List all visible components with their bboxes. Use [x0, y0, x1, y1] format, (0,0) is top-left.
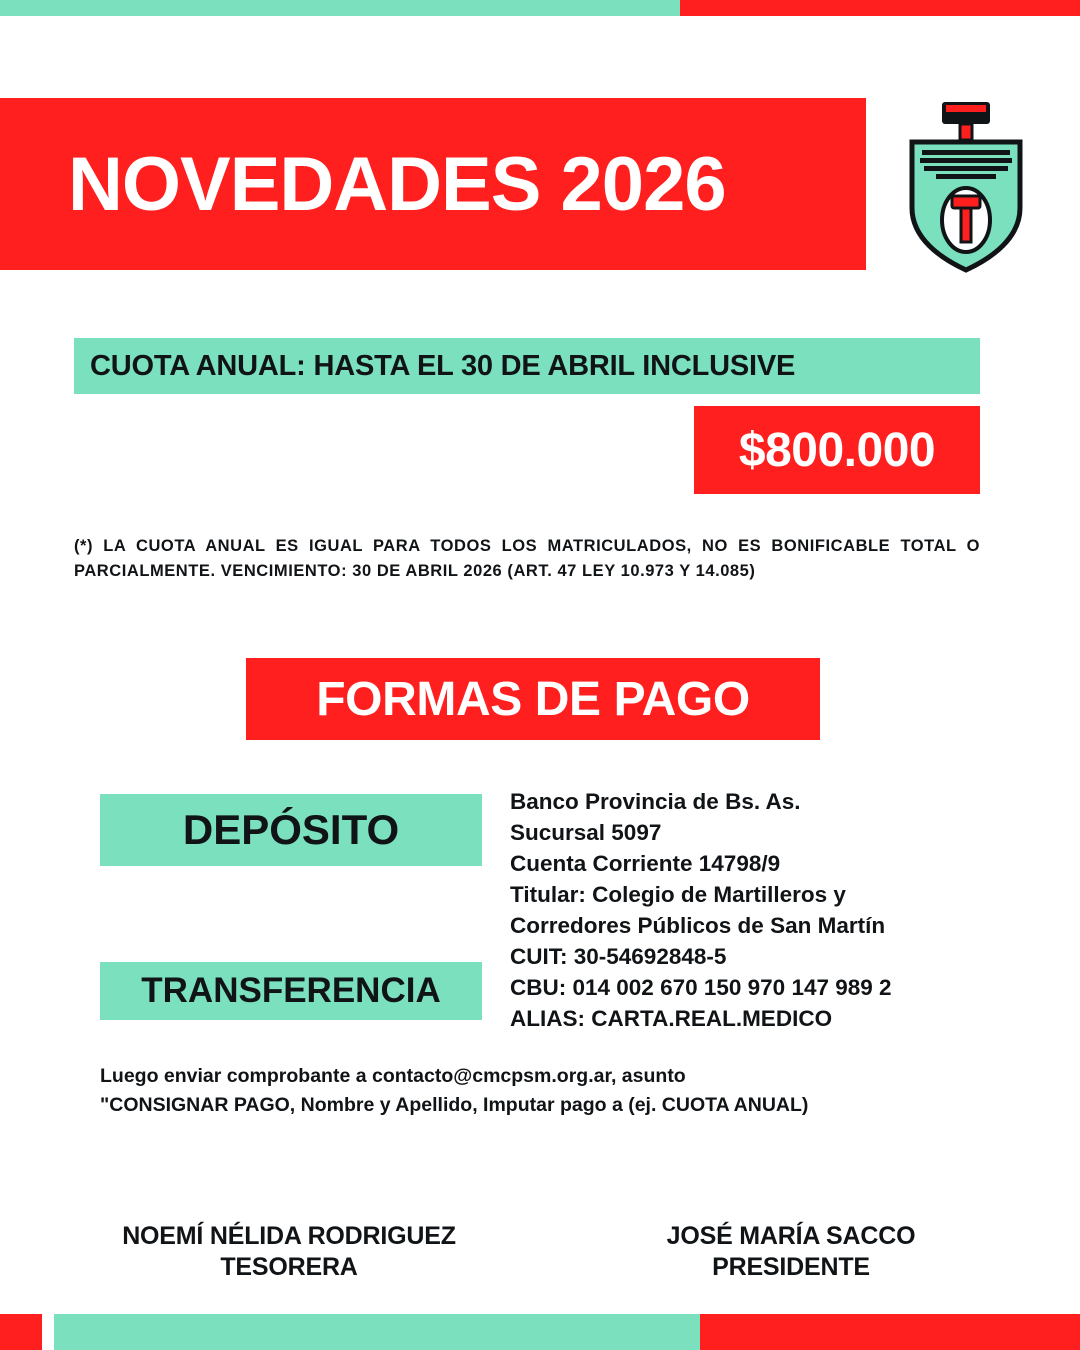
- signature-name: NOEMÍ NÉLIDA RODRIGUEZ: [122, 1222, 456, 1250]
- payment-instructions-line-2: "CONSIGNAR PAGO, Nombre y Apellido, Imputar pago a (ej. CUOTA ANUAL): [100, 1094, 809, 1117]
- metodo-transferencia-badge: [100, 962, 482, 1020]
- signature-presidente: [576, 1222, 1006, 1282]
- metodo-deposito-label: DEPÓSITO: [182, 806, 400, 853]
- header-banner: [0, 98, 866, 270]
- cuota-amount-badge: [694, 406, 980, 494]
- payment-instructions: [100, 1062, 1000, 1121]
- bank-name: Banco Provincia de Bs. As.: [510, 789, 801, 814]
- signature-tesorera: [74, 1222, 504, 1282]
- bank-account-number: Cuenta Corriente 14798/9: [510, 851, 781, 877]
- bank-alias: ALIAS: CARTA.REAL.MEDICO: [510, 1006, 833, 1032]
- payment-instructions-line-1: Luego enviar comprobante a contacto@cmcpsm.org.ar, asunto: [100, 1065, 686, 1087]
- bottom-bar-red-right-segment: [700, 1314, 1080, 1350]
- bottom-bar-white-gap: [42, 1314, 54, 1350]
- bank-cbu: CBU: 014 002 670 150 970 147 989 2: [510, 975, 892, 1001]
- cuota-anual-label: CUOTA ANUAL: HASTA EL 30 DE ABRIL INCLUSIVE: [90, 349, 796, 382]
- bank-branch: Sucursal 5097: [510, 820, 662, 846]
- signature-role: PRESIDENTE: [712, 1253, 870, 1281]
- page-title: NOVEDADES 2026: [68, 141, 726, 227]
- metodo-transferencia-label: TRANSFERENCIA: [141, 971, 441, 1010]
- metodo-deposito-badge: [100, 794, 482, 866]
- bank-account-details: [510, 786, 1010, 1034]
- bottom-decorative-bar: [0, 1314, 1080, 1350]
- cuota-anual-banner: [74, 338, 980, 394]
- bank-cuit: CUIT: 30-54692848-5: [510, 944, 727, 970]
- top-bar-red-segment: [680, 0, 1080, 16]
- signature-role: TESORERA: [220, 1253, 358, 1281]
- top-decorative-bar: [0, 0, 1080, 16]
- signature-name: JOSÉ MARÍA SACCO: [666, 1222, 916, 1250]
- formas-de-pago-title: FORMAS DE PAGO: [316, 672, 750, 726]
- bottom-bar-red-left-segment: [0, 1314, 42, 1350]
- bank-holder-line-1: Titular: Colegio de Martilleros y: [510, 882, 846, 908]
- bank-holder-line-2: Corredores Públicos de San Martín: [510, 913, 886, 939]
- top-bar-teal-segment: [0, 0, 680, 16]
- signatures-row: [74, 1222, 1006, 1282]
- cuota-footnote: (*) LA CUOTA ANUAL ES IGUAL PARA TODOS LOS MATRICULADOS, NO ES BONIFICABLE TOTAL O PARCIALMENTE. VENCIMIENTO: 30 DE ABRIL 2026 (ART. 47 LEY 10.973 Y 14.085): [74, 537, 980, 581]
- bottom-bar-teal-segment: [54, 1314, 700, 1350]
- colegio-logo: [896, 96, 1036, 276]
- formas-de-pago-banner: [246, 658, 820, 740]
- cuota-amount-value: $800.000: [738, 423, 936, 477]
